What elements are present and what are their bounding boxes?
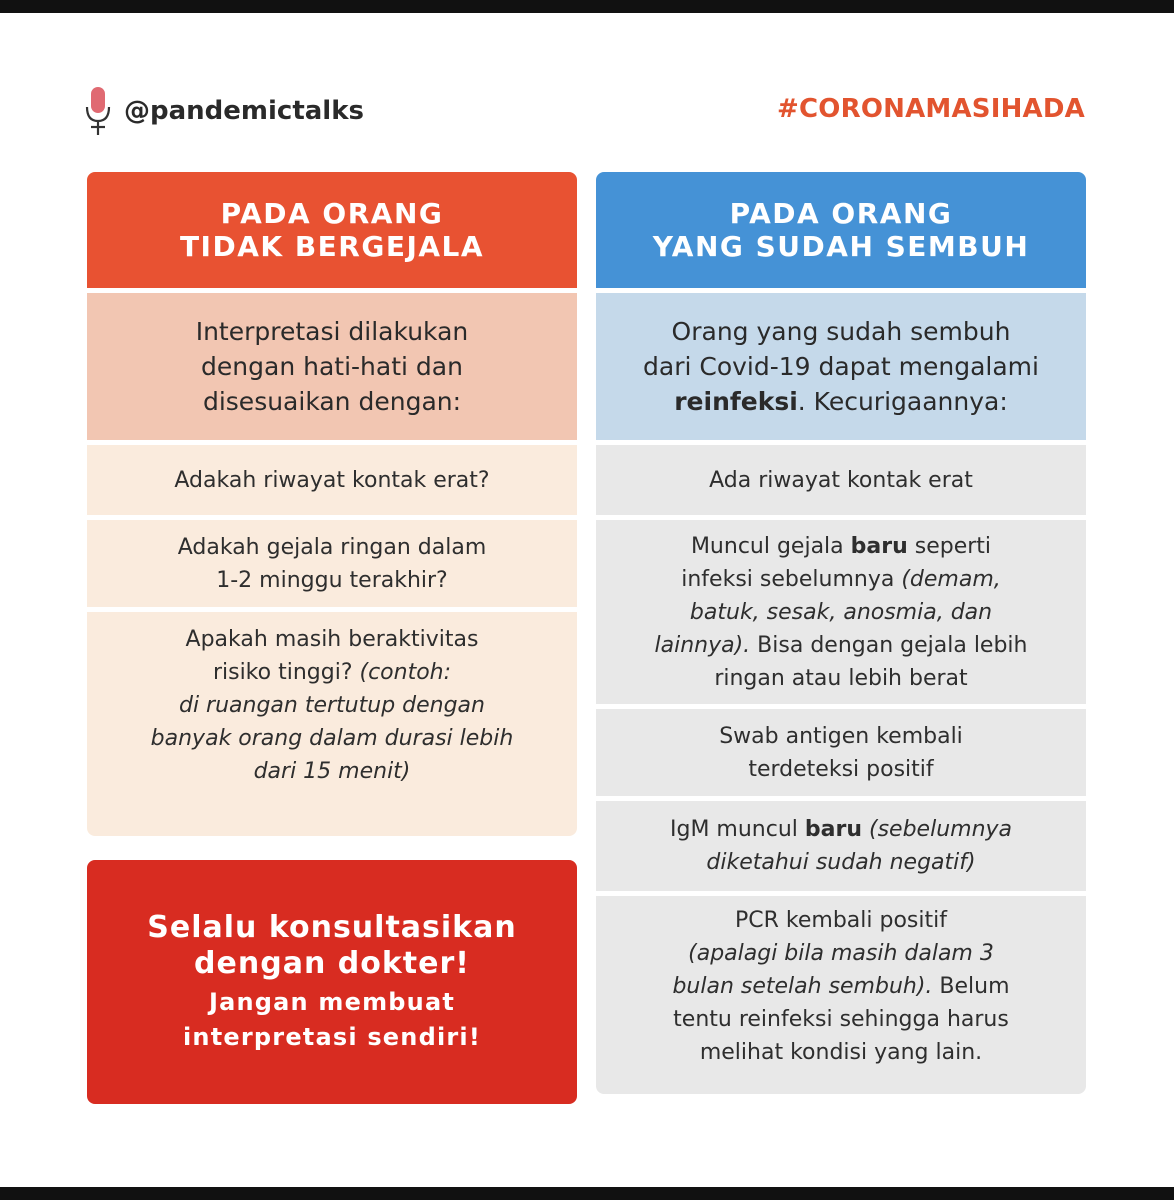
left-question-contact: Adakah riwayat kontak erat? [87, 445, 577, 515]
left-intro: Interpretasi dilakukan dengan hati-hati dan disesuaikan dengan: [87, 293, 577, 440]
right-sign-pcr: PCR kembali positif (apalagi bila masih dalam 3 bulan setelah sembuh). Belum tentu reinfeksi sehingga harus melihat kondisi yang lain. [596, 896, 1086, 1094]
left-column [87, 172, 577, 836]
right-header: PADA ORANG YANG SUDAH SEMBUH [596, 172, 1086, 288]
left-question-symptoms: Adakah gejala ringan dalam 1-2 minggu terakhir? [87, 520, 577, 607]
right-column [596, 172, 1086, 1094]
top-border [0, 0, 1174, 13]
microphone-icon [84, 86, 112, 136]
brand-handle: @pandemictalks [124, 96, 364, 126]
left-question-activity: Apakah masih beraktivitas risiko tinggi? (contoh: di ruangan tertutup dengan banyak orang dalam durasi lebih dari 15 menit) [87, 612, 577, 836]
left-header: PADA ORANG TIDAK BERGEJALA [87, 172, 577, 288]
bottom-border [0, 1187, 1174, 1200]
right-sign-antigen: Swab antigen kembali terdeteksi positif [596, 709, 1086, 796]
brand [84, 86, 364, 136]
right-intro: Orang yang sudah sembuh dari Covid-19 dapat mengalami reinfeksi. Kecurigaannya: [596, 293, 1086, 440]
consult-doctor-banner: Selalu konsultasikan dengan dokter! Jangan membuat interpretasi sendiri! [87, 860, 577, 1104]
hashtag: #CORONAMASIHADA [777, 94, 1085, 124]
right-sign-contact: Ada riwayat kontak erat [596, 445, 1086, 515]
right-sign-new-symptoms: Muncul gejala baru seperti infeksi sebelumnya (demam, batuk, sesak, anosmia, dan lainnya). Bisa dengan gejala lebih ringan atau lebih berat [596, 520, 1086, 704]
right-sign-igm: IgM muncul baru (sebelumnya diketahui sudah negatif) [596, 801, 1086, 891]
